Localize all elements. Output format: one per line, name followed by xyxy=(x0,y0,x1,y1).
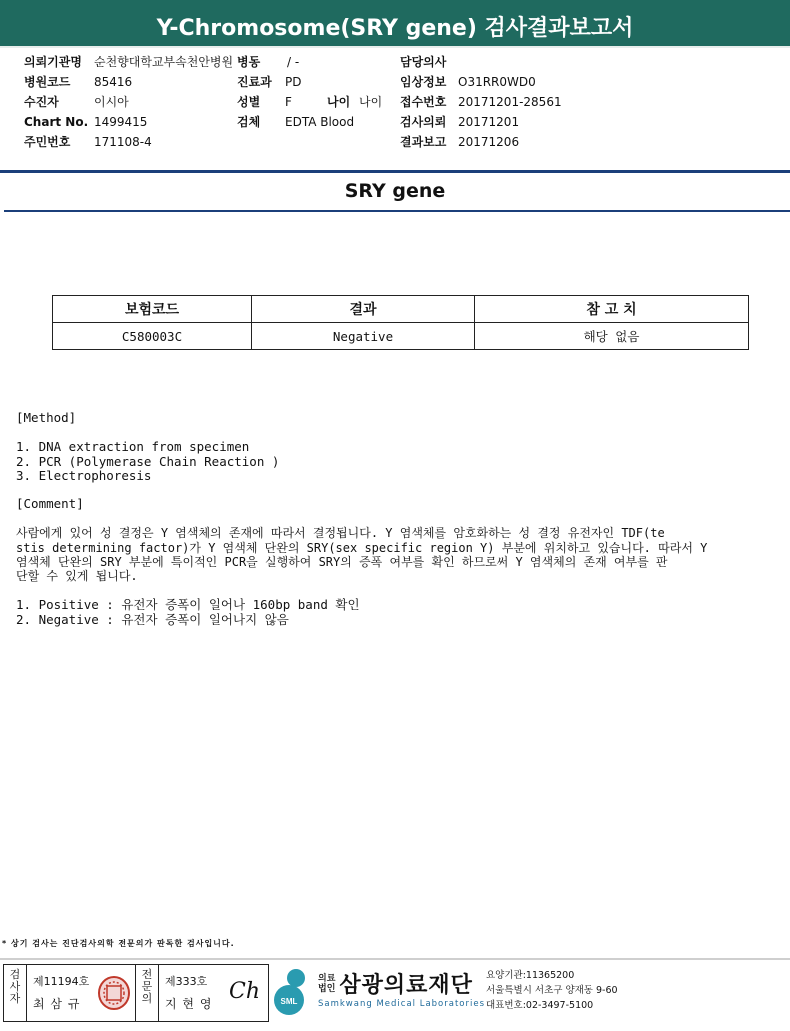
doctor-label xyxy=(136,965,159,1021)
patient-info-col3 xyxy=(400,52,562,152)
patient-name: 이시아 xyxy=(94,95,129,109)
report-title-bar xyxy=(0,0,790,46)
referring-institution: 순천향대학교부속천안병원 xyxy=(94,55,234,69)
label-department: 진료과 xyxy=(237,75,272,89)
department: PD xyxy=(285,75,302,89)
accession-no: 20171201-28561 xyxy=(458,95,562,109)
doctor-license: 제333호 xyxy=(165,975,208,988)
label-chart-no: Chart No. xyxy=(24,115,89,129)
comment-line-1: 사람에게 있어 성 결정은 Y 염색체의 존재에 따라서 결정됩니다. Y 염색체를 암호화하는 성 결정 유전자인 TDF(te xyxy=(16,526,665,540)
label-report-date: 결과보고 xyxy=(400,135,447,149)
signature-box xyxy=(3,964,269,1022)
label-accession-no: 접수번호 xyxy=(400,95,447,109)
hospital-code: 85416 xyxy=(94,75,133,89)
label-hospital-code: 병원코드 xyxy=(24,75,71,89)
doctor-label-text: 전문의 xyxy=(141,968,153,1005)
table-row xyxy=(53,323,749,350)
comment-heading: [Comment] xyxy=(16,496,84,511)
patient-info-col1 xyxy=(24,52,233,152)
organization-type xyxy=(318,974,335,994)
org-phone: 대표번호:02-3497-5100 xyxy=(486,1000,594,1011)
label-ward: 병동 xyxy=(237,55,261,69)
doctor-name: 지 현 영 xyxy=(165,997,213,1011)
sml-logo-icon xyxy=(272,966,314,1018)
result-table-header xyxy=(53,296,749,323)
footnote: * 상기 검사는 진단검사의학 전문의가 판독한 검사입니다. xyxy=(2,939,235,948)
sml-logo-text: SML xyxy=(280,997,298,1006)
resident-no: 171108-4 xyxy=(94,135,152,149)
label-specimen: 검체 xyxy=(237,115,261,129)
header-separator xyxy=(0,46,790,48)
label-sex: 성별 xyxy=(237,95,261,109)
label-resident-no: 주민번호 xyxy=(24,135,71,149)
examiner-label-text: 검사자 xyxy=(9,968,21,1005)
header-insurance-code: 보험코드 xyxy=(53,296,252,323)
method-item-2: 2. PCR (Polymerase Chain Reaction ) xyxy=(16,454,280,469)
header-result: 결과 xyxy=(252,296,475,323)
examiner-license: 제11194호 xyxy=(33,975,90,988)
age: 나이 xyxy=(359,95,383,109)
org-type-line2: 법인 xyxy=(318,983,336,994)
comment-line-4: 단할 수 있게 됩니다. xyxy=(16,569,138,583)
header-reference: 참 고 치 xyxy=(475,296,749,323)
label-referring-institution: 의뢰기관명 xyxy=(24,55,82,69)
comment-item-2: 2. Negative : 유전자 증폭이 일어나지 않음 xyxy=(16,612,289,627)
label-age: 나이 xyxy=(327,95,351,109)
organization-block xyxy=(318,968,485,1009)
organization-name: 삼광의료재단 xyxy=(339,973,473,998)
report-title: Y-Chromosome(SRY gene) 검사결과보고서 xyxy=(156,16,634,41)
org-type-line1: 의료 xyxy=(318,973,336,984)
method-item-1: 1. DNA extraction from specimen xyxy=(16,439,250,454)
cell-result: Negative xyxy=(252,323,475,350)
examiner-cell xyxy=(27,965,136,1021)
result-table xyxy=(52,295,749,350)
section-title: SRY gene xyxy=(344,180,446,202)
organization-name-row xyxy=(318,968,485,999)
doctor-cell xyxy=(159,965,267,1021)
org-address: 서울특별시 서초구 양재동 9-60 xyxy=(486,985,618,996)
request-date: 20171201 xyxy=(458,115,520,129)
examiner-label xyxy=(4,965,27,1021)
organization-contact xyxy=(486,968,618,1013)
sex: F xyxy=(285,95,292,109)
clinical-info: O31RR0WD0 xyxy=(458,75,536,89)
comment-line-3: 염색체 단완의 SRY 부분에 특이적인 PCR을 실행하여 SRY의 증폭 여부를 확인 하므로써 Y 염색체의 존재 여부를 판 xyxy=(16,555,668,569)
doctor-signature: Ch xyxy=(229,979,261,1004)
chart-no: 1499415 xyxy=(94,115,148,129)
report-date: 20171206 xyxy=(458,135,520,149)
examiner-name: 최 삼 규 xyxy=(33,997,81,1011)
method-heading: [Method] xyxy=(16,410,77,425)
cell-insurance-code: C580003C xyxy=(53,323,252,350)
label-patient-name: 수진자 xyxy=(24,95,59,109)
label-clinical-info: 임상정보 xyxy=(400,75,447,89)
label-request-date: 검사의뢰 xyxy=(400,115,447,129)
specimen: EDTA Blood xyxy=(285,115,355,129)
patient-info-col2 xyxy=(237,52,382,132)
method-item-3: 3. Electrophoresis xyxy=(16,468,152,483)
comment-item-1: 1. Positive : 유전자 증폭이 일어나 160bp band 확인 xyxy=(16,597,360,612)
section-rule-top xyxy=(0,170,790,173)
cell-reference: 해당 없음 xyxy=(475,323,749,350)
footer-rule xyxy=(0,958,790,960)
label-attending-doctor: 담당의사 xyxy=(400,55,447,69)
org-code: 요양기관:11365200 xyxy=(486,970,575,981)
comment-line-2: stis determining factor)가 Y 염색체 단완의 SRY(sex specific region Y) 부분에 위치하고 있습니다. 따라서 Y xyxy=(16,541,708,555)
examiner-seal xyxy=(97,975,131,1011)
section-rule-bottom xyxy=(4,210,790,212)
organization-english: Samkwang Medical Laboratories xyxy=(318,999,486,1009)
ward: / - xyxy=(287,55,300,69)
